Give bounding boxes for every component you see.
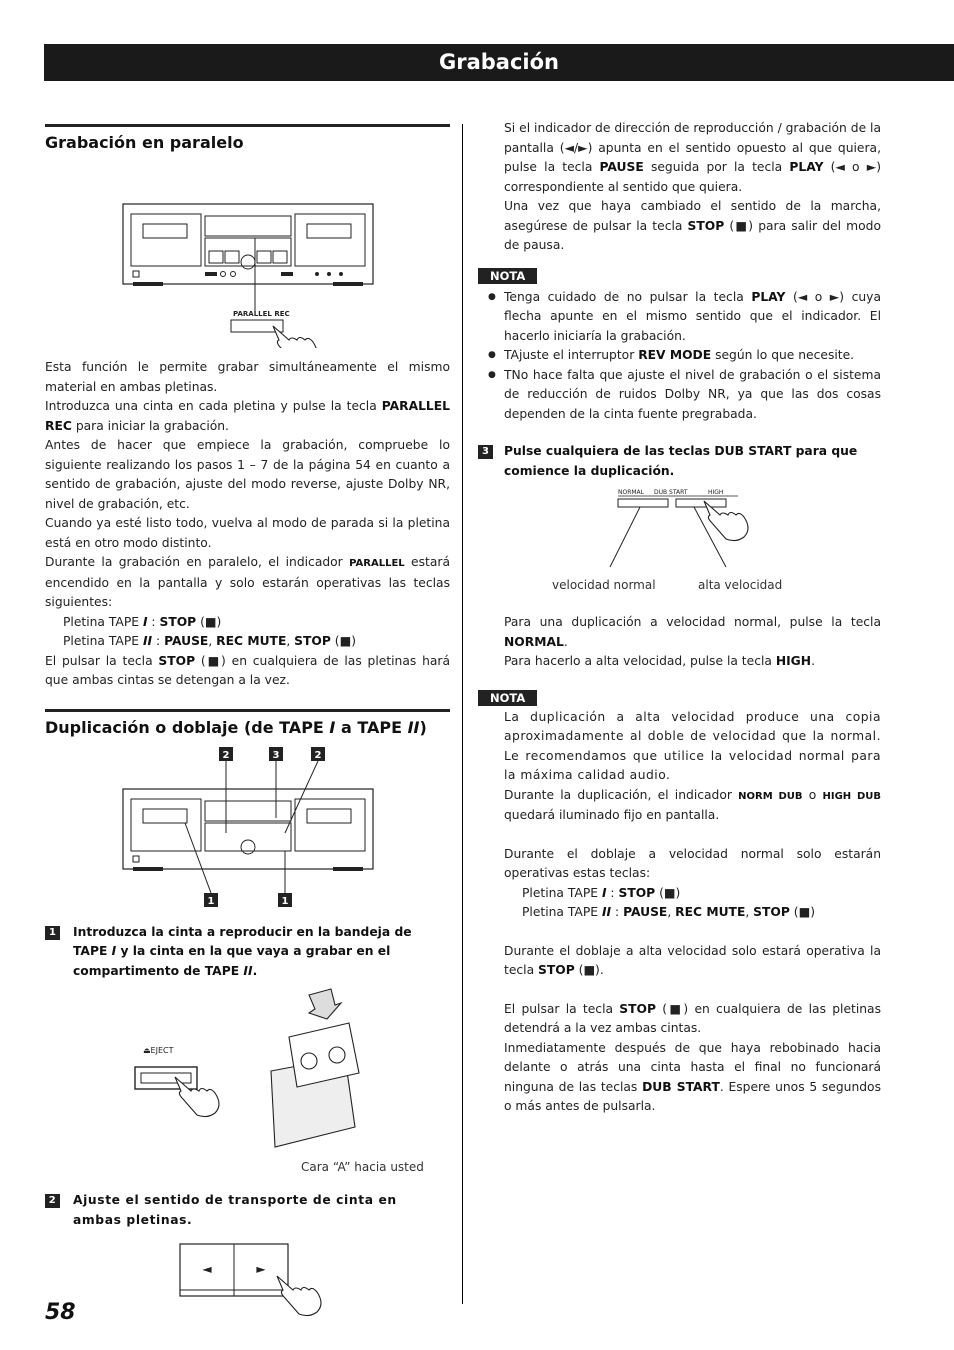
normal-speed-caption: velocidad normal bbox=[552, 578, 656, 592]
step-1: 1 Introduzca la cinta a reproducir en la bandeja de TAPE I y la cinta en la que vaya a grabar en el compartimento de TAPE II. bbox=[45, 923, 450, 982]
normal-key-label: NORMAL bbox=[618, 489, 645, 496]
paragraph-stop-mode: Cuando ya esté listo todo, vuelva al modo de parada si la pletina está en otro modo distinto. bbox=[45, 516, 450, 550]
paragraph-normal: Para una duplicación a velocidad normal, pulse la tecla NORMAL. bbox=[504, 615, 881, 649]
tape-compartment-illustration bbox=[271, 989, 359, 1147]
direction-keys-figure bbox=[45, 1240, 450, 1320]
paragraph-indicator: Durante la grabación en paralelo, el indicador PARALLEL estará encendido en la pantalla y solo estarán operativas las teclas siguientes: bbox=[45, 555, 450, 609]
note-normal-keys: Durante el doblaje a velocidad normal solo estarán operativas estas teclas: bbox=[504, 846, 881, 880]
note-indicator: Durante la duplicación, el indicador NORM DUB o HIGH DUB quedará iluminado fijo en pantalla. bbox=[504, 787, 882, 822]
nota-label-2: NOTA bbox=[478, 690, 537, 706]
note-bullet-2: ● TAjuste el interruptor REV MODE según lo que necesite. bbox=[504, 346, 881, 366]
note-stop-both: El pulsar la tecla STOP (■) en cualquiera de las pletinas detendrá a la vez ambas cintas. bbox=[504, 1001, 882, 1035]
paragraph-direction: Si el indicador de dirección de reproducción / grabación de la pantalla (◄/►) apunta en el sentido opuesto al que quiera, pulse la tecla PAUSE seguida por la tecla PLAY (◄ o ►) correspondiente al sentido que quiera. bbox=[504, 121, 881, 194]
forward-key-label: ► bbox=[256, 1262, 266, 1276]
pressing-hand-icon bbox=[277, 1276, 321, 1316]
step-2-number: 2 bbox=[45, 1194, 60, 1208]
paragraph-exit-pause: Una vez que haya cambiado el sentido de la marcha, asegúrese de pulsar la tecla STOP (■) para salir del modo de pausa. bbox=[504, 199, 881, 252]
paragraph-high: Para hacerlo a alta velocidad, pulse la tecla HIGH. bbox=[504, 654, 815, 668]
page-title: Grabación bbox=[439, 50, 559, 74]
note-bullet-1: ● Tenga cuidado de no pulsar la tecla PLAY (◄ o ►) cuya flecha apunte en el mismo sentido que el indicador. El hacerlo iniciaría la grabación. bbox=[504, 288, 881, 347]
step-3: 3 Pulse cualquiera de las teclas DUB START para que comience la duplicación. bbox=[478, 442, 881, 481]
step-1-number: 1 bbox=[45, 926, 60, 940]
tape-ii-keys: Pletina TAPE II : PAUSE, REC MUTE, STOP (■) bbox=[63, 634, 357, 648]
insert-tape-figure bbox=[45, 987, 450, 1179]
svg-text:1: 1 bbox=[207, 895, 215, 907]
cassette-deck-illustration-2 bbox=[123, 761, 373, 893]
section-title-parallel: Grabación en paralelo bbox=[45, 124, 450, 152]
marker-2-left bbox=[219, 747, 233, 761]
tape-i-keys: Pletina TAPE I : STOP (■) bbox=[63, 614, 222, 629]
pressing-hand-icon bbox=[273, 326, 317, 348]
marker-2-right bbox=[311, 747, 325, 761]
parallel-rec-key-label: PARALLEL REC bbox=[233, 310, 290, 318]
step-2: 2 Ajuste el sentido de transporte de cinta en ambas pletinas. bbox=[45, 1191, 450, 1230]
svg-text:3: 3 bbox=[272, 749, 280, 761]
normal-key bbox=[618, 499, 668, 507]
note-tape-ii-keys: Pletina TAPE II : PAUSE, REC MUTE, STOP (■) bbox=[522, 905, 816, 919]
svg-text:1: 1 bbox=[281, 895, 289, 907]
eject-label: ⏏EJECT bbox=[143, 1046, 174, 1055]
note-high-keys: Durante el doblaje a alta velocidad solo estará operativa la tecla STOP (■). bbox=[504, 943, 881, 977]
svg-text:2: 2 bbox=[222, 749, 230, 761]
page-header bbox=[44, 44, 954, 81]
high-speed-caption: alta velocidad bbox=[698, 578, 783, 592]
note-bullet-3: ● TNo hace falta que ajuste el nivel de grabación o el sistema de reducción de ruidos Dolby NR, ya que las dos cosas dependen de la cinta fuente pregrabada. bbox=[504, 366, 881, 425]
nota-label-1: NOTA bbox=[478, 268, 537, 284]
paragraph-intro: Esta función le permite grabar simultáneamente el mismo material en ambas pletinas. bbox=[45, 360, 450, 394]
paragraph-insert: Introduzca una cinta en cada pletina y pulse la tecla PARALLEL REC para iniciar la grabación. bbox=[45, 399, 450, 433]
marker-1-left bbox=[204, 893, 218, 907]
svg-text:2: 2 bbox=[314, 749, 322, 761]
dub-start-label: DUB START bbox=[654, 489, 688, 496]
note-high-speed: La duplicación a alta velocidad produce una copia aproximadamente al doble de velocidad que la normal. Le recomendamos que utilice la velocidad normal para la máxima calidad audio. bbox=[504, 709, 881, 782]
column-divider bbox=[462, 124, 463, 1304]
marker-1-right bbox=[278, 893, 292, 907]
tape-side-caption: Cara “A” hacia usted bbox=[301, 1160, 424, 1174]
high-key-label: HIGH bbox=[708, 489, 724, 496]
parallel-rec-figure bbox=[45, 158, 450, 348]
dubbing-figure bbox=[45, 743, 450, 923]
dub-start-figure bbox=[504, 485, 881, 595]
high-key bbox=[676, 499, 726, 507]
marker-3 bbox=[269, 747, 283, 761]
note-rewind: Inmediatamente después de que haya rebobinado hacia delante o atrás una cinta hasta el final no funcionará ninguna de las teclas DUB START. Espere unos 5 segundos o más antes de pulsarla. bbox=[504, 1040, 881, 1113]
note-tape-i-keys: Pletina TAPE I : STOP (■) bbox=[522, 885, 681, 900]
section-title-dubbing: Duplicación o doblaje (de TAPE I a TAPE II) bbox=[45, 709, 450, 737]
left-column bbox=[45, 124, 450, 1320]
right-column bbox=[482, 119, 882, 1117]
paragraph-check: Antes de hacer que empiece la grabación, compruebe lo siguiente realizando los pasos 1 – 7 de la página 54 en cuanto a sentido de grabación, ajuste del modo reverse, ajuste Dolby NR, nivel de grabación, etc. bbox=[45, 438, 450, 511]
eject-key bbox=[135, 1067, 197, 1089]
page-number: 58 bbox=[45, 1300, 76, 1325]
paragraph-stop-both: El pulsar la tecla STOP (■) en cualquiera de las pletinas hará que ambas cintas se detengan a la vez. bbox=[45, 653, 450, 687]
cassette-deck-illustration bbox=[123, 204, 373, 316]
step-3-number: 3 bbox=[478, 445, 493, 459]
reverse-key-label: ◄ bbox=[202, 1262, 212, 1276]
